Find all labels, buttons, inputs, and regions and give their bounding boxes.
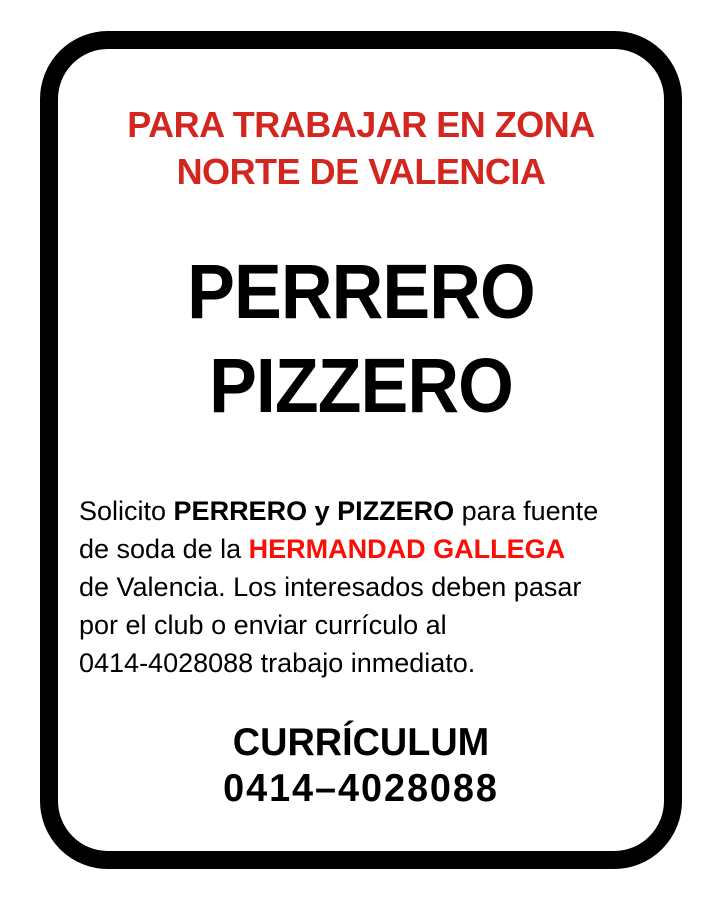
title-line-1: PERRERO: [187, 249, 535, 335]
job-title: [79, 245, 643, 433]
phone-number: 0414–4028088: [223, 767, 499, 810]
header: [58, 101, 664, 195]
body-segment-line5: 0414-4028088 trabajo inmediato.: [79, 648, 476, 678]
body-segment-line2-start: de soda de la: [79, 534, 249, 564]
header-line-2: NORTE DE VALENCIA: [176, 151, 546, 192]
title-line-2: PIZZERO: [209, 343, 513, 429]
curriculum-label: CURRÍCULUM: [232, 721, 490, 764]
body-segment-line3: de Valencia. Los interesados deben pasar: [79, 572, 582, 602]
body-paragraph: [58, 492, 659, 682]
header-line-1: PARA TRABAJAR EN ZONA: [127, 104, 595, 145]
footer: [67, 720, 655, 812]
body-segment-club-highlight: HERMANDAD GALLEGA: [248, 534, 566, 564]
body-segment-intro: Solicito: [79, 496, 174, 526]
poster-card: [40, 31, 682, 869]
body-segment-roles-bold: PERRERO y PIZZERO: [173, 496, 455, 526]
body-segment-line1-end: para fuente: [454, 496, 599, 526]
body-segment-line4: por el club o enviar currículo al: [79, 610, 447, 640]
